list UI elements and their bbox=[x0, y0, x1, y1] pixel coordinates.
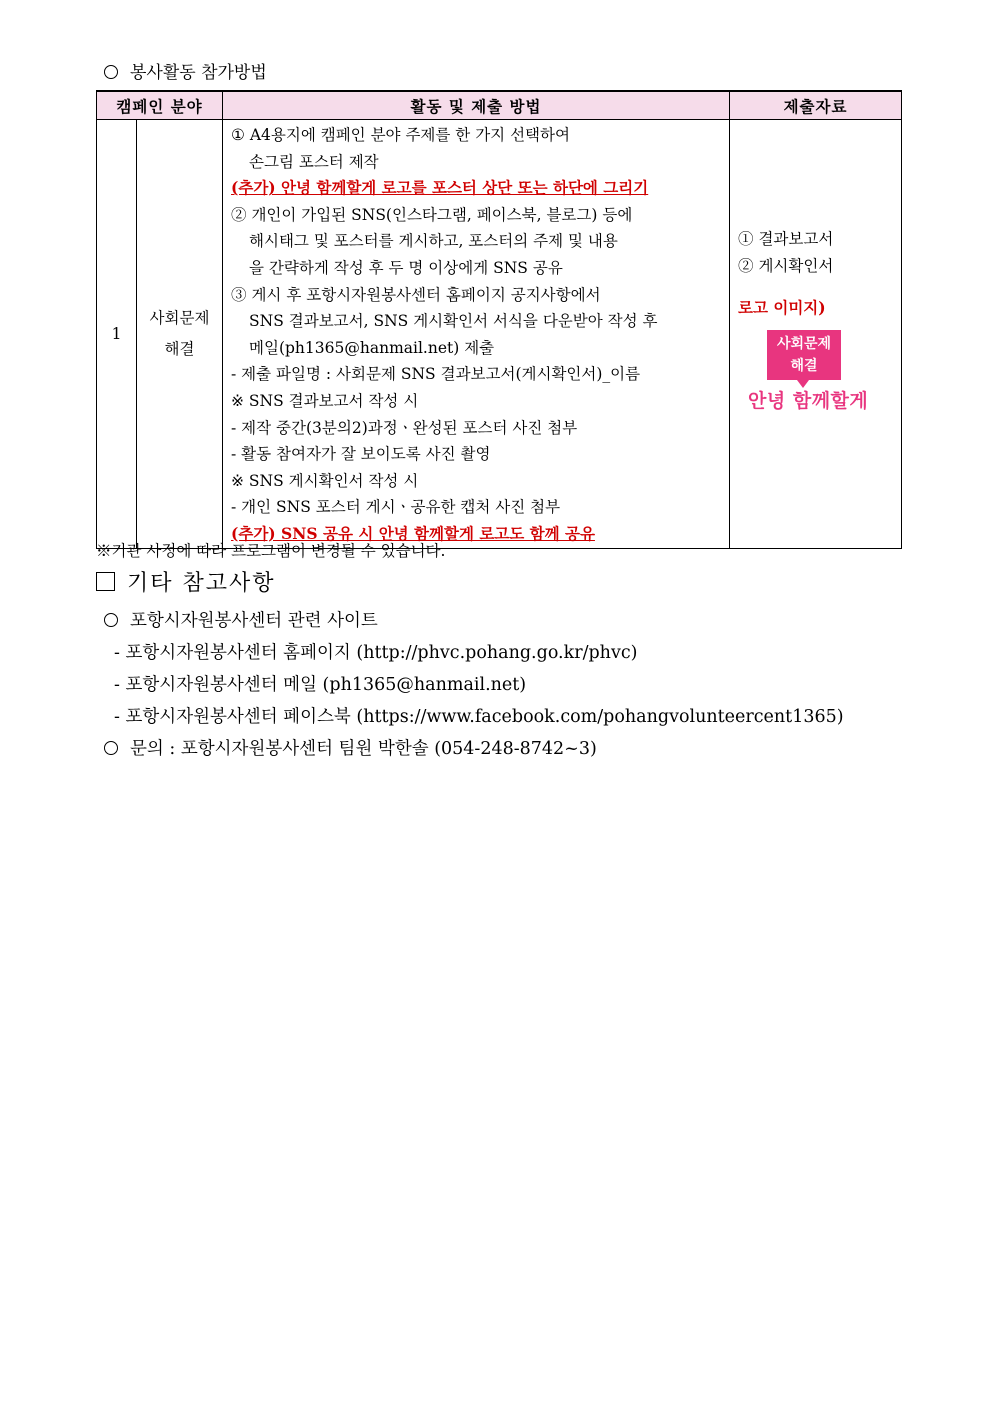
campaign-field-cell bbox=[137, 120, 223, 549]
header-campaign-field: 캠페인 분야 bbox=[97, 91, 223, 120]
site-facebook: - 포항시자원봉사센터 페이스북 (https://www.facebook.com/pohangvolunteercent1365) bbox=[114, 707, 844, 727]
site-email: - 포항시자원봉사센터 메일 (ph1365@hanmail.net) bbox=[114, 675, 527, 695]
logo-label: 로고 이미지) bbox=[738, 298, 826, 317]
method-cell bbox=[223, 120, 730, 549]
method-line: - 활동 참여자가 잘 보이도록 사진 촬영 bbox=[231, 445, 491, 464]
method-line: 손그림 포스터 제작 bbox=[249, 152, 379, 171]
row-number: 1 bbox=[97, 120, 137, 549]
participation-method-table bbox=[96, 90, 902, 549]
logo-box-line2: 해결 bbox=[790, 358, 818, 374]
campaign-field-line2: 해결 bbox=[164, 339, 195, 358]
change-notice: ※기관 사정에 따라 프로그램이 변경될 수 있습니다. bbox=[96, 542, 446, 560]
method-line: ※ SNS 게시확인서 작성 시 bbox=[231, 471, 419, 490]
method-line: ※ SNS 결과보고서 작성 시 bbox=[231, 391, 419, 410]
reference-list bbox=[104, 608, 844, 768]
method-line: - 개인 SNS 포스터 게시ㆍ공유한 캡처 사진 첨부 bbox=[231, 498, 561, 517]
circle-bullet-icon bbox=[104, 741, 118, 755]
section-title: 봉사활동 참가방법 bbox=[130, 63, 267, 83]
method-line-highlight: (추가) SNS 공유 시 안녕 함께할게 로고도 함께 공유 bbox=[231, 523, 595, 543]
method-line: 을 간략하게 작성 후 두 명 이상에게 SNS 공유 bbox=[249, 258, 563, 277]
campaign-logo bbox=[748, 330, 888, 413]
logo-slogan: 안녕 함께할게 bbox=[748, 390, 869, 412]
contact-info: 문의 : 포항시자원봉사센터 팀원 박한솔 (054-248-8742~3) bbox=[130, 739, 597, 759]
etc-title: 기타 참고사항 bbox=[127, 571, 276, 596]
method-line: ① A4용지에 캠페인 분야 주제를 한 가지 선택하여 bbox=[231, 126, 570, 144]
circle-bullet-icon bbox=[104, 65, 118, 79]
logo-speech-box bbox=[767, 330, 841, 380]
method-line: ② 개인이 가입된 SNS(인스타그램, 페이스북, 블로그) 등에 bbox=[231, 205, 633, 224]
logo-box-line1: 사회문제 bbox=[776, 336, 832, 352]
method-line: ③ 게시 후 포항시자원봉사센터 홈페이지 공지사항에서 bbox=[231, 285, 601, 304]
header-method: 활동 및 제출 방법 bbox=[223, 91, 730, 120]
circle-bullet-icon bbox=[104, 613, 118, 627]
method-line: SNS 결과보고서, SNS 게시확인서 서식을 다운받아 작성 후 bbox=[249, 312, 658, 331]
method-line: - 제작 중간(3분의2)과정ㆍ완성된 포스터 사진 첨부 bbox=[231, 418, 578, 437]
method-line: 메일(ph1365@hanmail.net) 제출 bbox=[249, 338, 495, 357]
submission-list bbox=[738, 226, 901, 280]
sites-title: 포항시자원봉사센터 관련 사이트 bbox=[130, 611, 378, 631]
section-heading bbox=[104, 58, 267, 83]
square-bullet-icon bbox=[96, 572, 115, 591]
submission-cell bbox=[730, 120, 902, 549]
submission-item: ② 게시확인서 bbox=[738, 257, 834, 275]
method-line: - 제출 파일명 : 사회문제 SNS 결과보고서(게시확인서)_이름 bbox=[231, 365, 641, 384]
site-homepage: - 포항시자원봉사센터 홈페이지 (http://phvc.pohang.go.kr/phvc) bbox=[114, 643, 638, 663]
method-line: 해시태그 및 포스터를 게시하고, 포스터의 주제 및 내용 bbox=[249, 232, 618, 251]
submission-item: ① 결과보고서 bbox=[738, 230, 834, 248]
etc-heading bbox=[96, 566, 276, 597]
campaign-field-line1: 사회문제 bbox=[149, 308, 210, 327]
header-submission: 제출자료 bbox=[730, 91, 902, 120]
method-line-highlight: (추가) 안녕 함께할게 로고를 포스터 상단 또는 하단에 그리기 bbox=[231, 178, 649, 198]
